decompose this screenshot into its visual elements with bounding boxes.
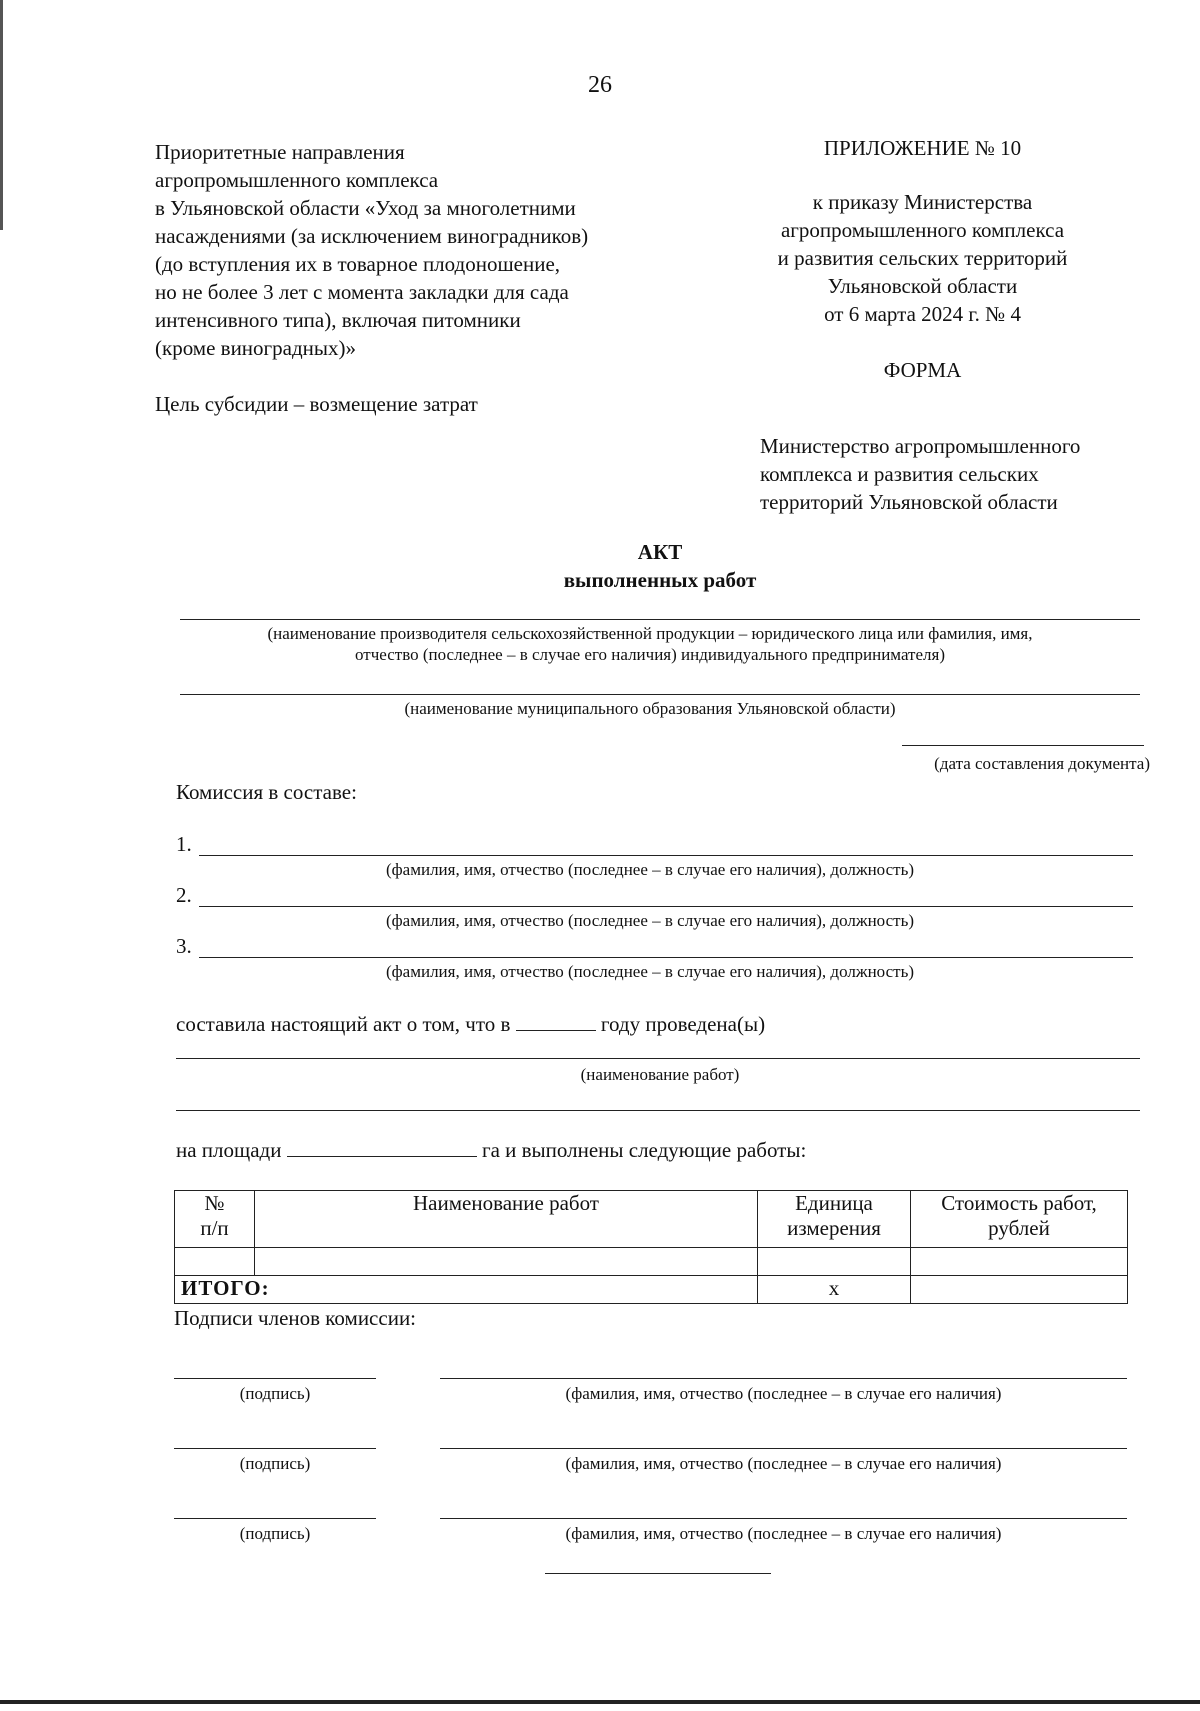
total-unit: х: [758, 1276, 911, 1304]
table-cell[interactable]: [758, 1248, 911, 1276]
works-name-field-continued[interactable]: [176, 1110, 1140, 1111]
priority-direction-block: [155, 138, 675, 362]
signature-field[interactable]: [174, 1518, 376, 1519]
member-number: 3.: [176, 934, 192, 958]
statement-line: [176, 1010, 765, 1037]
works-name-field[interactable]: [176, 1058, 1140, 1059]
priority-line: агропромышленного комплекса: [155, 168, 439, 192]
signer-name-caption: (фамилия, имя, отчество (последнее – в случае его наличия): [565, 1384, 1002, 1403]
document-date-field[interactable]: [902, 745, 1144, 746]
works-table: [174, 1190, 1128, 1304]
header-unit-line: Единица: [795, 1191, 873, 1215]
scan-edge-bottom: [0, 1700, 1200, 1704]
priority-line: интенсивного типа), включая питомники: [155, 308, 521, 332]
year-field[interactable]: [516, 1010, 596, 1031]
works-name-caption: (наименование работ): [580, 1065, 740, 1084]
order-line: от 6 марта 2024 г. № 4: [824, 302, 1021, 326]
appendix-title: ПРИЛОЖЕНИЕ № 10: [823, 136, 1022, 160]
producer-caption-line: (наименование производителя сельскохозяйственной продукции – юридического лица или фамилия, имя,: [267, 624, 1033, 643]
signature-field[interactable]: [174, 1378, 376, 1379]
closing-divider: [545, 1573, 771, 1574]
member-2-field[interactable]: [199, 906, 1133, 907]
commission-label: Комиссия в составе:: [176, 780, 357, 804]
act-subtitle: выполненных работ: [563, 568, 757, 592]
signer-name-field[interactable]: [440, 1518, 1127, 1519]
priority-line: (до вступления их в товарное плодоношение,: [155, 252, 561, 276]
area-line: [176, 1136, 806, 1163]
signatures-label: Подписи членов комиссии:: [174, 1306, 417, 1330]
ministry-addressee: [760, 432, 1140, 516]
member-caption: (фамилия, имя, отчество (последнее – в случае его наличия), должность): [386, 860, 914, 879]
order-reference: [740, 188, 1105, 328]
scan-edge-left: [0, 0, 3, 230]
area-text: на площади: [176, 1138, 282, 1162]
header-unit-line: измерения: [787, 1216, 881, 1240]
order-line: Ульяновской области: [827, 274, 1018, 298]
priority-line: (кроме виноградных)»: [155, 336, 357, 360]
municipality-field[interactable]: [180, 694, 1140, 695]
statement-text: году проведена(ы): [600, 1012, 766, 1036]
signer-name-caption: (фамилия, имя, отчество (последнее – в случае его наличия): [565, 1454, 1002, 1473]
header-number: [175, 1191, 255, 1248]
order-line: агропромышленного комплекса: [780, 218, 1065, 242]
priority-line: но не более 3 лет с момента закладки для сада: [155, 280, 569, 304]
priority-line: в Ульяновской области «Уход за многолетними: [155, 196, 576, 220]
table-cell[interactable]: [911, 1248, 1128, 1276]
producer-name-field[interactable]: [180, 619, 1140, 620]
producer-caption-line: отчество (последнее – в случае его наличия) индивидуального предпринимателя): [355, 645, 945, 664]
member-3-field[interactable]: [199, 957, 1133, 958]
order-line: и развития сельских территорий: [777, 246, 1068, 270]
act-title-block: [400, 538, 920, 594]
signature-caption: (подпись): [239, 1454, 311, 1473]
header-number-line: №: [204, 1191, 225, 1215]
producer-caption: [150, 623, 1150, 665]
signer-name-field[interactable]: [440, 1448, 1127, 1449]
signer-name-field[interactable]: [440, 1378, 1127, 1379]
act-title: АКТ: [637, 540, 683, 564]
total-cost-cell[interactable]: [911, 1276, 1128, 1304]
order-line: к приказу Министерства: [812, 190, 1033, 214]
signature-caption: (подпись): [239, 1524, 311, 1543]
area-field[interactable]: [287, 1136, 477, 1157]
appendix-header: [740, 134, 1105, 384]
area-text: га и выполнены следующие работы:: [481, 1138, 807, 1162]
header-cost-line: рублей: [988, 1216, 1050, 1240]
form-label: ФОРМА: [883, 358, 962, 382]
table-header-row: [175, 1191, 1128, 1248]
ministry-line: комплекса и развития сельских: [760, 462, 1039, 486]
statement-text: составила настоящий акт о том, что в: [176, 1012, 511, 1036]
member-number: 1.: [176, 832, 192, 856]
member-number: 2.: [176, 883, 192, 907]
header-number-line: п/п: [200, 1216, 229, 1240]
member-1-field[interactable]: [199, 855, 1133, 856]
header-unit: [758, 1191, 911, 1248]
member-caption: (фамилия, имя, отчество (последнее – в случае его наличия), должность): [386, 962, 914, 981]
total-label: ИТОГО:: [175, 1276, 758, 1304]
page-number: 26: [588, 72, 612, 98]
signer-name-caption: (фамилия, имя, отчество (последнее – в случае его наличия): [565, 1524, 1002, 1543]
ministry-line: Министерство агропромышленного: [760, 434, 1081, 458]
priority-line: насаждениями (за исключением виноградников): [155, 224, 589, 248]
signature-field[interactable]: [174, 1448, 376, 1449]
municipality-caption: (наименование муниципального образования Ульяновской области): [404, 699, 896, 718]
header-cost-line: Стоимость работ,: [941, 1191, 1097, 1215]
header-work-name: Наименование работ: [255, 1191, 758, 1248]
ministry-line: территорий Ульяновской области: [760, 490, 1058, 514]
table-cell[interactable]: [255, 1248, 758, 1276]
priority-line: Приоритетные направления: [155, 140, 405, 164]
table-cell[interactable]: [175, 1248, 255, 1276]
signature-caption: (подпись): [239, 1384, 311, 1403]
table-total-row: [175, 1276, 1128, 1304]
date-caption: (дата составления документа): [934, 754, 1150, 773]
subsidy-goal: Цель субсидии – возмещение затрат: [155, 392, 478, 416]
member-caption: (фамилия, имя, отчество (последнее – в случае его наличия), должность): [386, 911, 914, 930]
header-cost: [911, 1191, 1128, 1248]
table-row: [175, 1248, 1128, 1276]
